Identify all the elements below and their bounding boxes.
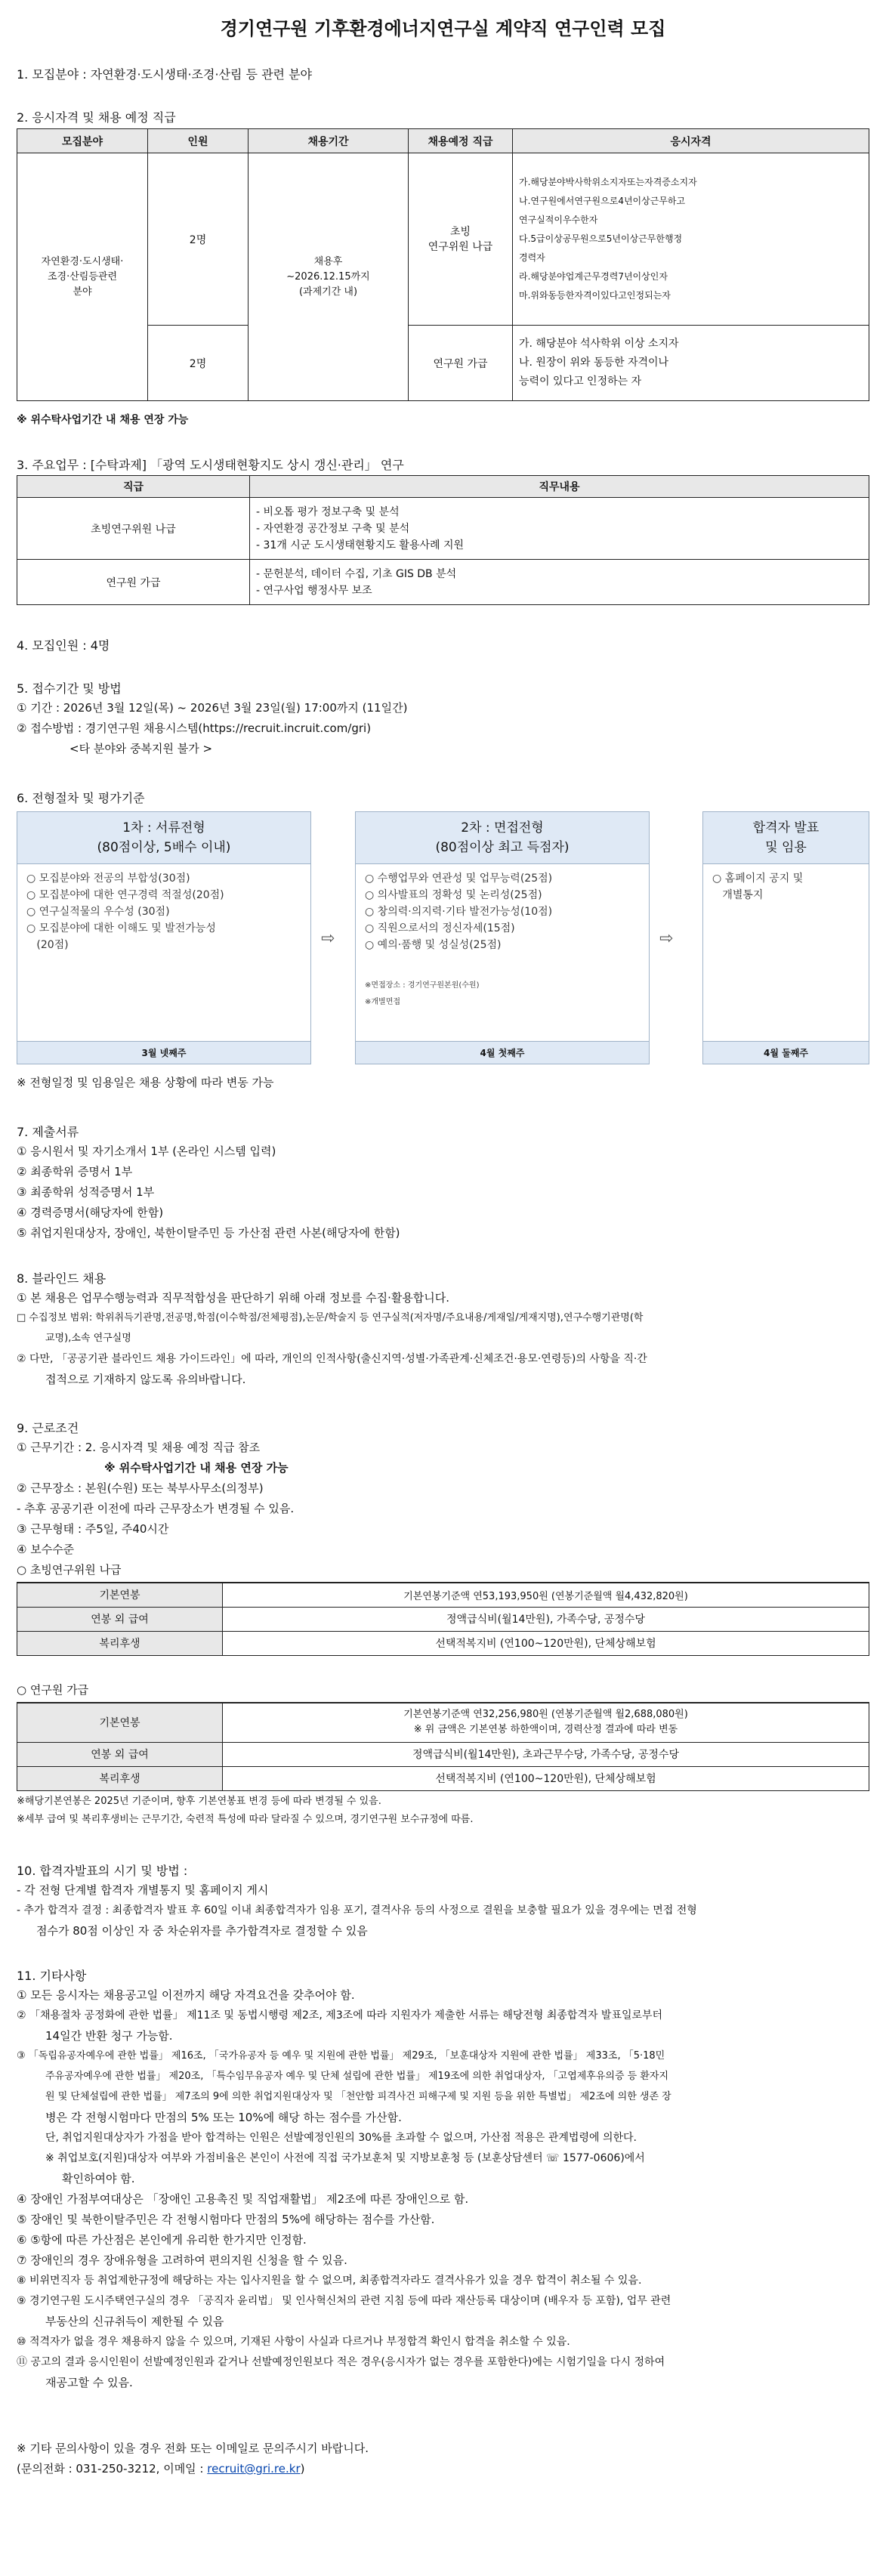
pay-level: ④ 보수수준: [17, 1543, 75, 1556]
pay1-value: 정액급식비(월14만원), 가족수당, 공정수당: [223, 1607, 869, 1631]
doc-item: ⑤ 취업지원대상자, 장애인, 북한이탈주민 등 가산점 관련 사본(해당자에 한함): [17, 1226, 400, 1240]
etc-line: ⑨ 경기연구원 도시주택연구실의 경우 「공직자 윤리법」 및 인사혁신처의 관련 지침 등에 따라 재산등록 대상이며 (배우자 등 포함), 업무 관련: [17, 2295, 671, 2307]
duplicate-note: <타 분야와 중복지원 불가 >: [69, 742, 213, 755]
stage2-format: ※개별면접: [365, 998, 401, 1006]
stage1-criteria: ○ 모집분야와 전공의 부합성(30점) ○ 모집분야에 대한 연구경력 적절성(20점) ○ 연구실적물의 우수성 (30점) ○ 모집분야에 대한 이해도 및 발전가능성 (20점): [26, 873, 224, 951]
blind-l2: □ 수집정보 범위: 학위취득기관명,전공명,학점(이수학점/전체평점),논문/학술지 등 연구실적(저자명/주요내용/게재일/게재지명),연구수행기관명(학: [17, 1312, 644, 1324]
pay1-value: 기본연봉기준액 연53,193,950원 (연봉기준월액 월4,432,820원): [223, 1583, 869, 1607]
doc-item: ① 응시원서 및 자기소개서 1부 (온라인 시스템 입력): [17, 1144, 276, 1158]
work-extension-note: ※ 위수탁사업기간 내 채용 연장 가능: [104, 1461, 289, 1475]
th-duty-content: 직무내용: [250, 476, 869, 498]
doc-item: ② 최종학위 증명서 1부: [17, 1165, 133, 1178]
etc-line: ⑥ ⑤항에 따른 가산점은 본인에게 유리한 한가지만 인정함.: [17, 2233, 307, 2247]
pay1-key: 기본연봉: [17, 1583, 223, 1607]
work-place-note: - 추후 공공기관 이전에 따라 근무장소가 변경될 수 있음.: [17, 1502, 295, 1515]
qualification-table: [17, 128, 869, 401]
pay-grade-1-label: ○ 초빙연구위원 나급: [17, 1563, 122, 1577]
section-3-heading: 3. 주요업무 : [수탁과제] 「광역 도시생태현황지도 상시 갱신·관리」 연구: [17, 458, 404, 472]
doc-item: ③ 최종학위 성적증명서 1부: [17, 1185, 155, 1199]
stage2-schedule: 4월 첫째주: [356, 1041, 649, 1064]
stage1-schedule: 3월 넷째주: [17, 1041, 310, 1064]
etc-line: ⑩ 적격자가 없을 경우 채용하지 않을 수 있으며, 기재된 사항이 사실과 다르거나 부정합격 확인시 합격을 취소할 수 있음.: [17, 2336, 570, 2348]
duties-table: [17, 475, 869, 605]
stage2-criteria: ○ 수행업무와 연관성 및 업무능력(25점) ○ 의사발표의 정확성 및 논리성(25점) ○ 창의력·의지력·기타 발전가능성(10점) ○ 직원으로서의 정신자세(15점) ○ 예의·품행 및 성실성(25점): [365, 873, 553, 951]
result-l3: 점수가 80점 이상인 자 중 차순위자를 추가합격자로 결정할 수 있음: [36, 1924, 368, 1938]
pay2-key: 연봉 외 급여: [17, 1742, 223, 1766]
section-10-heading: 10. 합격자발표의 시기 및 방법 :: [17, 1864, 188, 1878]
stage3-criteria: ○ 홈페이지 공지 및 개별통지: [712, 873, 804, 901]
work-period: ① 근무기간 : 2. 응시자격 및 채용 예정 직급 참조: [17, 1441, 261, 1454]
etc-line: ② 「채용절차 공정화에 관한 법률」 제11조 및 동법시행령 제2조, 제3조에 따라 지원자가 제출한 서류는 해당전형 최종합격자 발표일로부터: [17, 2009, 663, 2022]
stage-document-screening: [17, 811, 311, 1064]
etc-line: ⑧ 비위면직자 등 취업제한규정에 해당하는 자는 입사지원을 할 수 없으며, 최종합격자라도 결격사유가 있을 경우 합격이 취소될 수 있음.: [17, 2275, 642, 2287]
etc-line: ① 모든 응시자는 채용공고일 이전까지 해당 자격요건을 갖추어야 함.: [17, 1988, 355, 2002]
cell-qualification-1: 가.해당분야박사학위소지자또는자격증소지자 나.연구원에서연구원으로4년이상근무하고 연구실적이우수한자 다.5급이상공무원으로5년이상근무한행정 경력자 라.해당분야업계근무경력7년이상인자 마.위와동등한자격이있다고인정되는자: [513, 153, 869, 326]
section-11-heading: 11. 기타사항: [17, 1969, 87, 1983]
stage-announcement: [702, 811, 869, 1064]
etc-line: ※ 취업보호(지원)대상자 여부와 가점비율은 본인이 사전에 직접 국가보훈처 및 지방보훈청 등 (보훈상담센터 ☏ 1577-0606)에서: [45, 2152, 645, 2164]
pay2-value: 정액급식비(월14만원), 초과근무수당, 가족수당, 공정수당: [223, 1742, 869, 1766]
etc-line: ⑪ 공고의 결과 응시인원이 선발예정인원과 같거나 선발예정인원보다 적은 경우(응시자가 없는 경우를 포함한다)에는 시험기일을 다시 정하여: [17, 2356, 665, 2368]
contact-phone: (문의전화 : 031-250-3212, 이메일 :: [17, 2462, 208, 2476]
cell-count-2: 2명: [148, 326, 249, 401]
pay-table-1: [17, 1582, 869, 1656]
cell-period: 채용후 ~2026.12.15까지 (과제기간 내): [249, 153, 409, 401]
cell-grade-2: 연구원 가급: [409, 326, 513, 401]
section-6-heading: 6. 전형절차 및 평가기준: [17, 791, 145, 805]
stage2-title: 2차 : 면접전형 (80점이상 최고 득점자): [356, 812, 649, 864]
cell-qualification-2: 가. 해당분야 석사학위 이상 소지자 나. 원장이 위와 동등한 자격이나 능력이 있다고 인정하는 자: [513, 326, 869, 401]
etc-line: 재공고할 수 있음.: [45, 2376, 133, 2389]
doc-item: ④ 경력증명서(해당자에 한함): [17, 1206, 164, 1219]
apply-period: ① 기간 : 2026년 3월 12일(목) ~ 2026년 3월 23일(월) 17:00까지 (11일간): [17, 701, 408, 715]
etc-line: 주유공자예우에 관한 법률」 제20조, 「특수임무유공자 예우 및 단체 설립에 관한 법률」 제19조에 의한 취업대상자, 「고엽제후유의증 등 환자지: [45, 2071, 669, 2082]
apply-method: ② 접수방법 : 경기연구원 채용시스템(https://recruit.incruit.com/gri): [17, 721, 372, 735]
cell-count-1: 2명: [148, 153, 249, 326]
stage3-schedule: 4월 둘째주: [703, 1041, 869, 1064]
contact-email-link[interactable]: recruit@gri.re.kr: [207, 2462, 301, 2476]
stage2-venue: ※면접장소 : 경기연구원본원(수원): [365, 981, 480, 990]
section-8-heading: 8. 블라인드 채용: [17, 1271, 107, 1286]
th-period: 채용기간: [249, 129, 409, 153]
etc-line: 병은 각 전형시험마다 만점의 5% 또는 10%에 해당 하는 점수를 가산함.: [45, 2111, 402, 2124]
section-2-heading: 2. 응시자격 및 채용 예정 직급: [17, 110, 176, 125]
schedule-note: ※ 전형일정 및 임용일은 채용 상황에 따라 변동 가능: [17, 1076, 274, 1089]
th-field: 모집분야: [17, 129, 148, 153]
etc-line: 14일간 반환 청구 가능함.: [45, 2029, 173, 2043]
work-type: ③ 근무형태 : 주5일, 주40시간: [17, 1522, 169, 1536]
etc-line: ④ 장애인 가점부여대상은 「장애인 고용촉진 및 직업재활법」 제2조에 따른 장애인으로 함.: [17, 2192, 469, 2206]
arrow-right-icon-2: ⇨: [659, 929, 674, 948]
pay1-value: 선택적복지비 (연100~120만원), 단체상해보험: [223, 1631, 869, 1655]
pay-note-1: ※해당기본연봉은 2025년 기준이며, 향후 기본연봉표 변경 등에 따라 변경될 수 있음.: [17, 1796, 381, 1807]
th-count: 인원: [148, 129, 249, 153]
blind-l4: ② 다만, 「공공기관 블라인드 채용 가이드라인」에 따라, 개인의 인적사항(출신지역·성별·가족관계·신체조건·용모·연령등)의 사항을 직·간: [17, 1353, 647, 1365]
section-9-heading: 9. 근로조건: [17, 1421, 79, 1435]
pay-note-2: ※세부 급여 및 복리후생비는 근무기간, 숙련적 특성에 따라 달라질 수 있으며, 경기연구원 보수규정에 따름.: [17, 1814, 474, 1825]
result-l1: - 각 전형 단계별 합격자 개별통지 및 홈페이지 게시: [17, 1883, 269, 1897]
duty-content-1: - 비오톱 평가 정보구축 및 분석 - 자연환경 공간정보 구축 및 분석 - 31개 시군 도시생태현황지도 활용사례 지원: [250, 498, 869, 560]
pay1-key: 복리후생: [17, 1631, 223, 1655]
th-qualification: 응시자격: [513, 129, 869, 153]
stage-interview: [355, 811, 650, 1064]
pay2-value: 기본연봉기준액 연32,256,980원 (연봉기준월액 월2,688,080원) ※ 위 금액은 기본연봉 하한액이며, 경력산정 결과에 따라 변동: [223, 1703, 869, 1742]
cell-field: 자연환경·도시생태· 조경·산림등관련 분야: [17, 153, 148, 401]
blind-l3: 교명),소속 연구실명: [45, 1333, 131, 1344]
blind-l1: ① 본 채용은 업무수행능력과 직무적합성을 판단하기 위해 아래 정보를 수집·활용합니다.: [17, 1291, 450, 1305]
etc-line: 단, 취업지원대상자가 가점을 받아 합격하는 인원은 선발예정인원의 30%를 초과할 수 없으며, 가산점 적용은 관계법령에 의한다.: [45, 2132, 637, 2144]
section-5-heading: 5. 접수기간 및 방법: [17, 681, 122, 696]
etc-line: 원 및 단체설립에 관한 법률」 제7조의 9에 의한 취업지원대상자 및 「천안함 피격사건 피해구제 및 지원 등을 위한 특별법」 제2조에 의한 생존 장: [45, 2091, 671, 2102]
etc-line: ③ 「독립유공자예우에 관한 법률」 제16조, 「국가유공자 등 예우 및 지원에 관한 법률」 제29조, 「보훈대상자 지원에 관한 법률」 제33조, 「5·18민: [17, 2050, 665, 2062]
contact-intro: ※ 기타 문의사항이 있을 경우 전화 또는 이메일로 문의주시기 바랍니다.: [17, 2442, 369, 2455]
stage3-title: 합격자 발표 및 임용: [703, 812, 869, 864]
contact-close: ): [300, 2462, 305, 2476]
th-duty-grade: 직급: [17, 476, 250, 498]
pay-table-2: [17, 1702, 869, 1791]
th-grade: 채용예정 직급: [409, 129, 513, 153]
duty-grade-1: 초빙연구위원 나급: [17, 498, 250, 560]
blind-l5: 접적으로 기재하지 않도록 유의바랍니다.: [45, 1373, 246, 1386]
contact-line: [17, 2460, 304, 2477]
etc-line: 부동산의 신규취득이 제한될 수 있음: [45, 2315, 224, 2328]
pay-grade-2-label: ○ 연구원 가급: [17, 1683, 89, 1697]
section-7-heading: 7. 제출서류: [17, 1125, 79, 1139]
pay2-value: 선택적복지비 (연100~120만원), 단체상해보험: [223, 1766, 869, 1790]
section-1-recruit-field: 1. 모집분야 : 자연환경·도시생태·조경·산림 등 관련 분야: [17, 67, 313, 82]
duty-grade-2: 연구원 가급: [17, 560, 250, 605]
etc-line: 확인하여야 함.: [62, 2172, 135, 2185]
duty-content-2: - 문헌분석, 데이터 수집, 기초 GIS DB 분석 - 연구사업 행정사무 보조: [250, 560, 869, 605]
section-4-count: 4. 모집인원 : 4명: [17, 638, 110, 653]
work-place: ② 근무장소 : 본원(수원) 또는 북부사무소(의정부): [17, 1481, 264, 1495]
pay1-key: 연봉 외 급여: [17, 1607, 223, 1631]
pay2-key: 복리후생: [17, 1766, 223, 1790]
result-l2: - 추가 합격자 결정 : 최종합격자 발표 후 60일 이내 최종합격자가 임용 포기, 결격사유 등의 사정으로 결원을 보충할 필요가 있을 경우에는 면접 전형: [17, 1904, 697, 1917]
arrow-right-icon: ⇨: [321, 929, 335, 948]
pay2-key: 기본연봉: [17, 1703, 223, 1742]
etc-line: ⑤ 장애인 및 북한이탈주민은 각 전형시험마다 만점의 5%에 해당하는 점수를 가산함.: [17, 2213, 435, 2226]
page-title: 경기연구원 기후환경에너지연구실 계약직 연구인력 모집: [220, 18, 666, 39]
cell-grade-1: 초빙 연구위원 나급: [409, 153, 513, 326]
stage1-title: 1차 : 서류전형 (80점이상, 5배수 이내): [17, 812, 310, 864]
extension-note: ※ 위수탁사업기간 내 채용 연장 가능: [17, 414, 189, 426]
etc-line: ⑦ 장애인의 경우 장애유형을 고려하여 편의지원 신청을 할 수 있음.: [17, 2253, 347, 2267]
